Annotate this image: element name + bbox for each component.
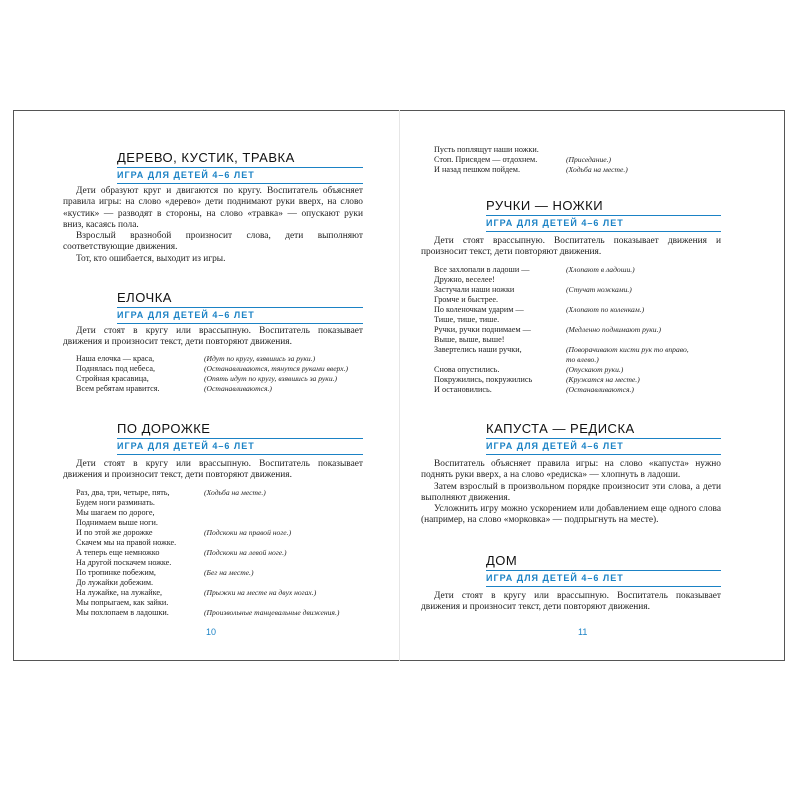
poem-line: А теперь еще немножко (Подскоки на левой ноге.) (76, 548, 287, 557)
paragraph: Затем взрослый в произвольном порядке произносит эти слова, а дети выполняют движения. (421, 481, 721, 503)
paragraph: Взрослый вразнобой произносит слова, дети выполняют соответствующие движения. (63, 231, 363, 253)
section-title: КАПУСТА — РЕДИСКА (486, 421, 635, 436)
poem-line: Тише, тише, тише. (434, 315, 500, 324)
poem-line: Мы похлопаем в ладошки. (Произвольные танцевальные движения.) (76, 608, 340, 617)
section-title: РУЧКИ — НОЖКИ (486, 198, 604, 213)
poem-line: Покружились, покружились (Кружатся на месте.) (434, 375, 640, 384)
poem-line: Поднялась под небеса, (Останавливаются, тянутся руками вверх.) (76, 364, 349, 373)
section-title: ДОМ (486, 553, 518, 568)
section-title: ПО ДОРОЖКЕ (117, 421, 211, 436)
poem-line: По коленочкам ударим — (Хлопают по коленкам.) (434, 305, 645, 314)
section-title: ЕЛОЧКА (117, 290, 172, 305)
poem-line: Выше, выше, выше! (434, 335, 505, 344)
poem-line: Мы шагаем по дороге, (76, 508, 155, 517)
subtitle-rule (486, 454, 721, 455)
section-subtitle: ИГРА ДЛЯ ДЕТЕЙ 4–6 ЛЕТ (117, 310, 255, 320)
poem-line: Всем ребятам нравится. (Останавливаются.) (76, 384, 272, 393)
poem-line: Снова опустились. (Опускают руки.) (434, 365, 624, 374)
paragraph: Тот, кто ошибается, выходит из игры. (76, 253, 226, 264)
poem-line: Наша елочка — краса, (Идут по кругу, взявшись за руки.) (76, 354, 316, 363)
poem-line: На другой поскачем ножке. (76, 558, 172, 567)
paragraph: Усложнить игру можно ускорением или добавлением еще одного слова (например, на слово «морковка» — подпрыгнуть на месте). (421, 504, 721, 526)
section-text (421, 591, 721, 614)
title-rule (486, 438, 721, 439)
paragraph: Дети стоят в кругу или врассыпную. Воспитатель показывает движения и произносит текст, дети повторяют движения. (63, 459, 363, 481)
section-subtitle: ИГРА ДЛЯ ДЕТЕЙ 4–6 ЛЕТ (486, 573, 624, 583)
poem-line: то влево.) (566, 355, 599, 364)
title-rule (486, 215, 721, 216)
section-title: ДЕРЕВО, КУСТИК, ТРАВКА (117, 150, 295, 165)
poem-line: И по этой же дорожке (Подскоки на правой ноге.) (76, 528, 292, 537)
poem-line: Мы попрыгаем, как зайки. (76, 598, 169, 607)
poem-line: Все захлопали в ладоши — (Хлопают в ладоши.) (434, 265, 635, 274)
poem-line: Дружно, веселее! (434, 275, 495, 284)
section-subtitle: ИГРА ДЛЯ ДЕТЕЙ 4–6 ЛЕТ (117, 441, 255, 451)
paragraph: Дети стоят врассыпную. Воспитатель показывает движения и произносит текст, дети повторяют движения. (421, 236, 721, 258)
section-text (63, 459, 363, 482)
title-rule (117, 438, 363, 439)
poem-continuation (421, 145, 721, 175)
poem-line: Ручки, ручки поднимаем — (Медленно поднимают руки.) (434, 325, 661, 334)
title-rule (486, 570, 721, 571)
subtitle-rule (486, 586, 721, 587)
section-text (421, 236, 721, 259)
section-subtitle: ИГРА ДЛЯ ДЕТЕЙ 4–6 ЛЕТ (486, 218, 624, 228)
poem-line: Завертелись наши ручки, (Поворачивают кисти рук то вправо, (434, 345, 689, 354)
title-rule (117, 167, 363, 168)
section-subtitle: ИГРА ДЛЯ ДЕТЕЙ 4–6 ЛЕТ (117, 170, 255, 180)
subtitle-rule (117, 183, 363, 184)
poem-line: Скачем мы на правой ножке. (76, 538, 177, 547)
subtitle-rule (117, 323, 363, 324)
poem-line: И остановились. (Останавливаются.) (434, 385, 634, 394)
poem-line: Раз, два, три, четыре, пять, (Ходьба на месте.) (76, 488, 266, 497)
paragraph: Дети стоят в кругу или врассыпную. Воспитатель показывает движения и произносит текст, дети повторяют движения. (63, 326, 363, 348)
section-text (421, 459, 721, 527)
poem-line: Стройная красавица, (Опять идут по кругу, взявшись за руки.) (76, 374, 338, 383)
poem-line: На лужайке, на лужайке, (Прыжки на месте на двух ногах.) (76, 588, 317, 597)
poem-line: И назад пешком пойдем. (Ходьба на месте.) (434, 165, 628, 174)
poem-line: Стоп. Присядем — отдохнем. (Приседание.) (434, 155, 612, 164)
poem-line: Громче и быстрее. (434, 295, 499, 304)
subtitle-rule (486, 231, 721, 232)
poem-line: Поднимаем выше ноги. (76, 518, 158, 527)
poem (63, 354, 363, 394)
poem-line: Пусть поплящут наши ножки. (434, 145, 539, 154)
poem-line: До лужайки добежим. (76, 578, 154, 587)
poem-line: По тропинке побежим, (Бег на месте.) (76, 568, 254, 577)
poem (421, 265, 721, 395)
paragraph: Воспитатель объясняет правила игры: на слово «капуста» нужно поднять руки вверх, а на слово «редиска» — хлопнуть в ладоши. (421, 459, 721, 481)
section-text (63, 326, 363, 349)
poem (63, 488, 363, 618)
poem-line: Застучали наши ножки (Стучат ножками.) (434, 285, 632, 294)
section-subtitle: ИГРА ДЛЯ ДЕТЕЙ 4–6 ЛЕТ (486, 441, 624, 451)
paragraph: Дети стоят в кругу или врассыпную. Воспитатель показывает движения и произносит текст, дети повторяют движения. (421, 591, 721, 613)
paragraph: Дети образуют круг и двигаются по кругу. Воспитатель объясняет правила игры: на слово «дерево» дети поднимают руки вверх, на слово «кустик» — разводят в стороны, на слово «травка» — опускают руки вниз, касаясь пола. (63, 186, 363, 230)
page-number: 11 (578, 627, 588, 637)
poem-line: Будем ноги разминать. (76, 498, 155, 507)
title-rule (117, 307, 363, 308)
section-text (63, 186, 363, 265)
subtitle-rule (117, 454, 363, 455)
page-number: 10 (206, 627, 217, 637)
page-gutter (399, 110, 400, 661)
